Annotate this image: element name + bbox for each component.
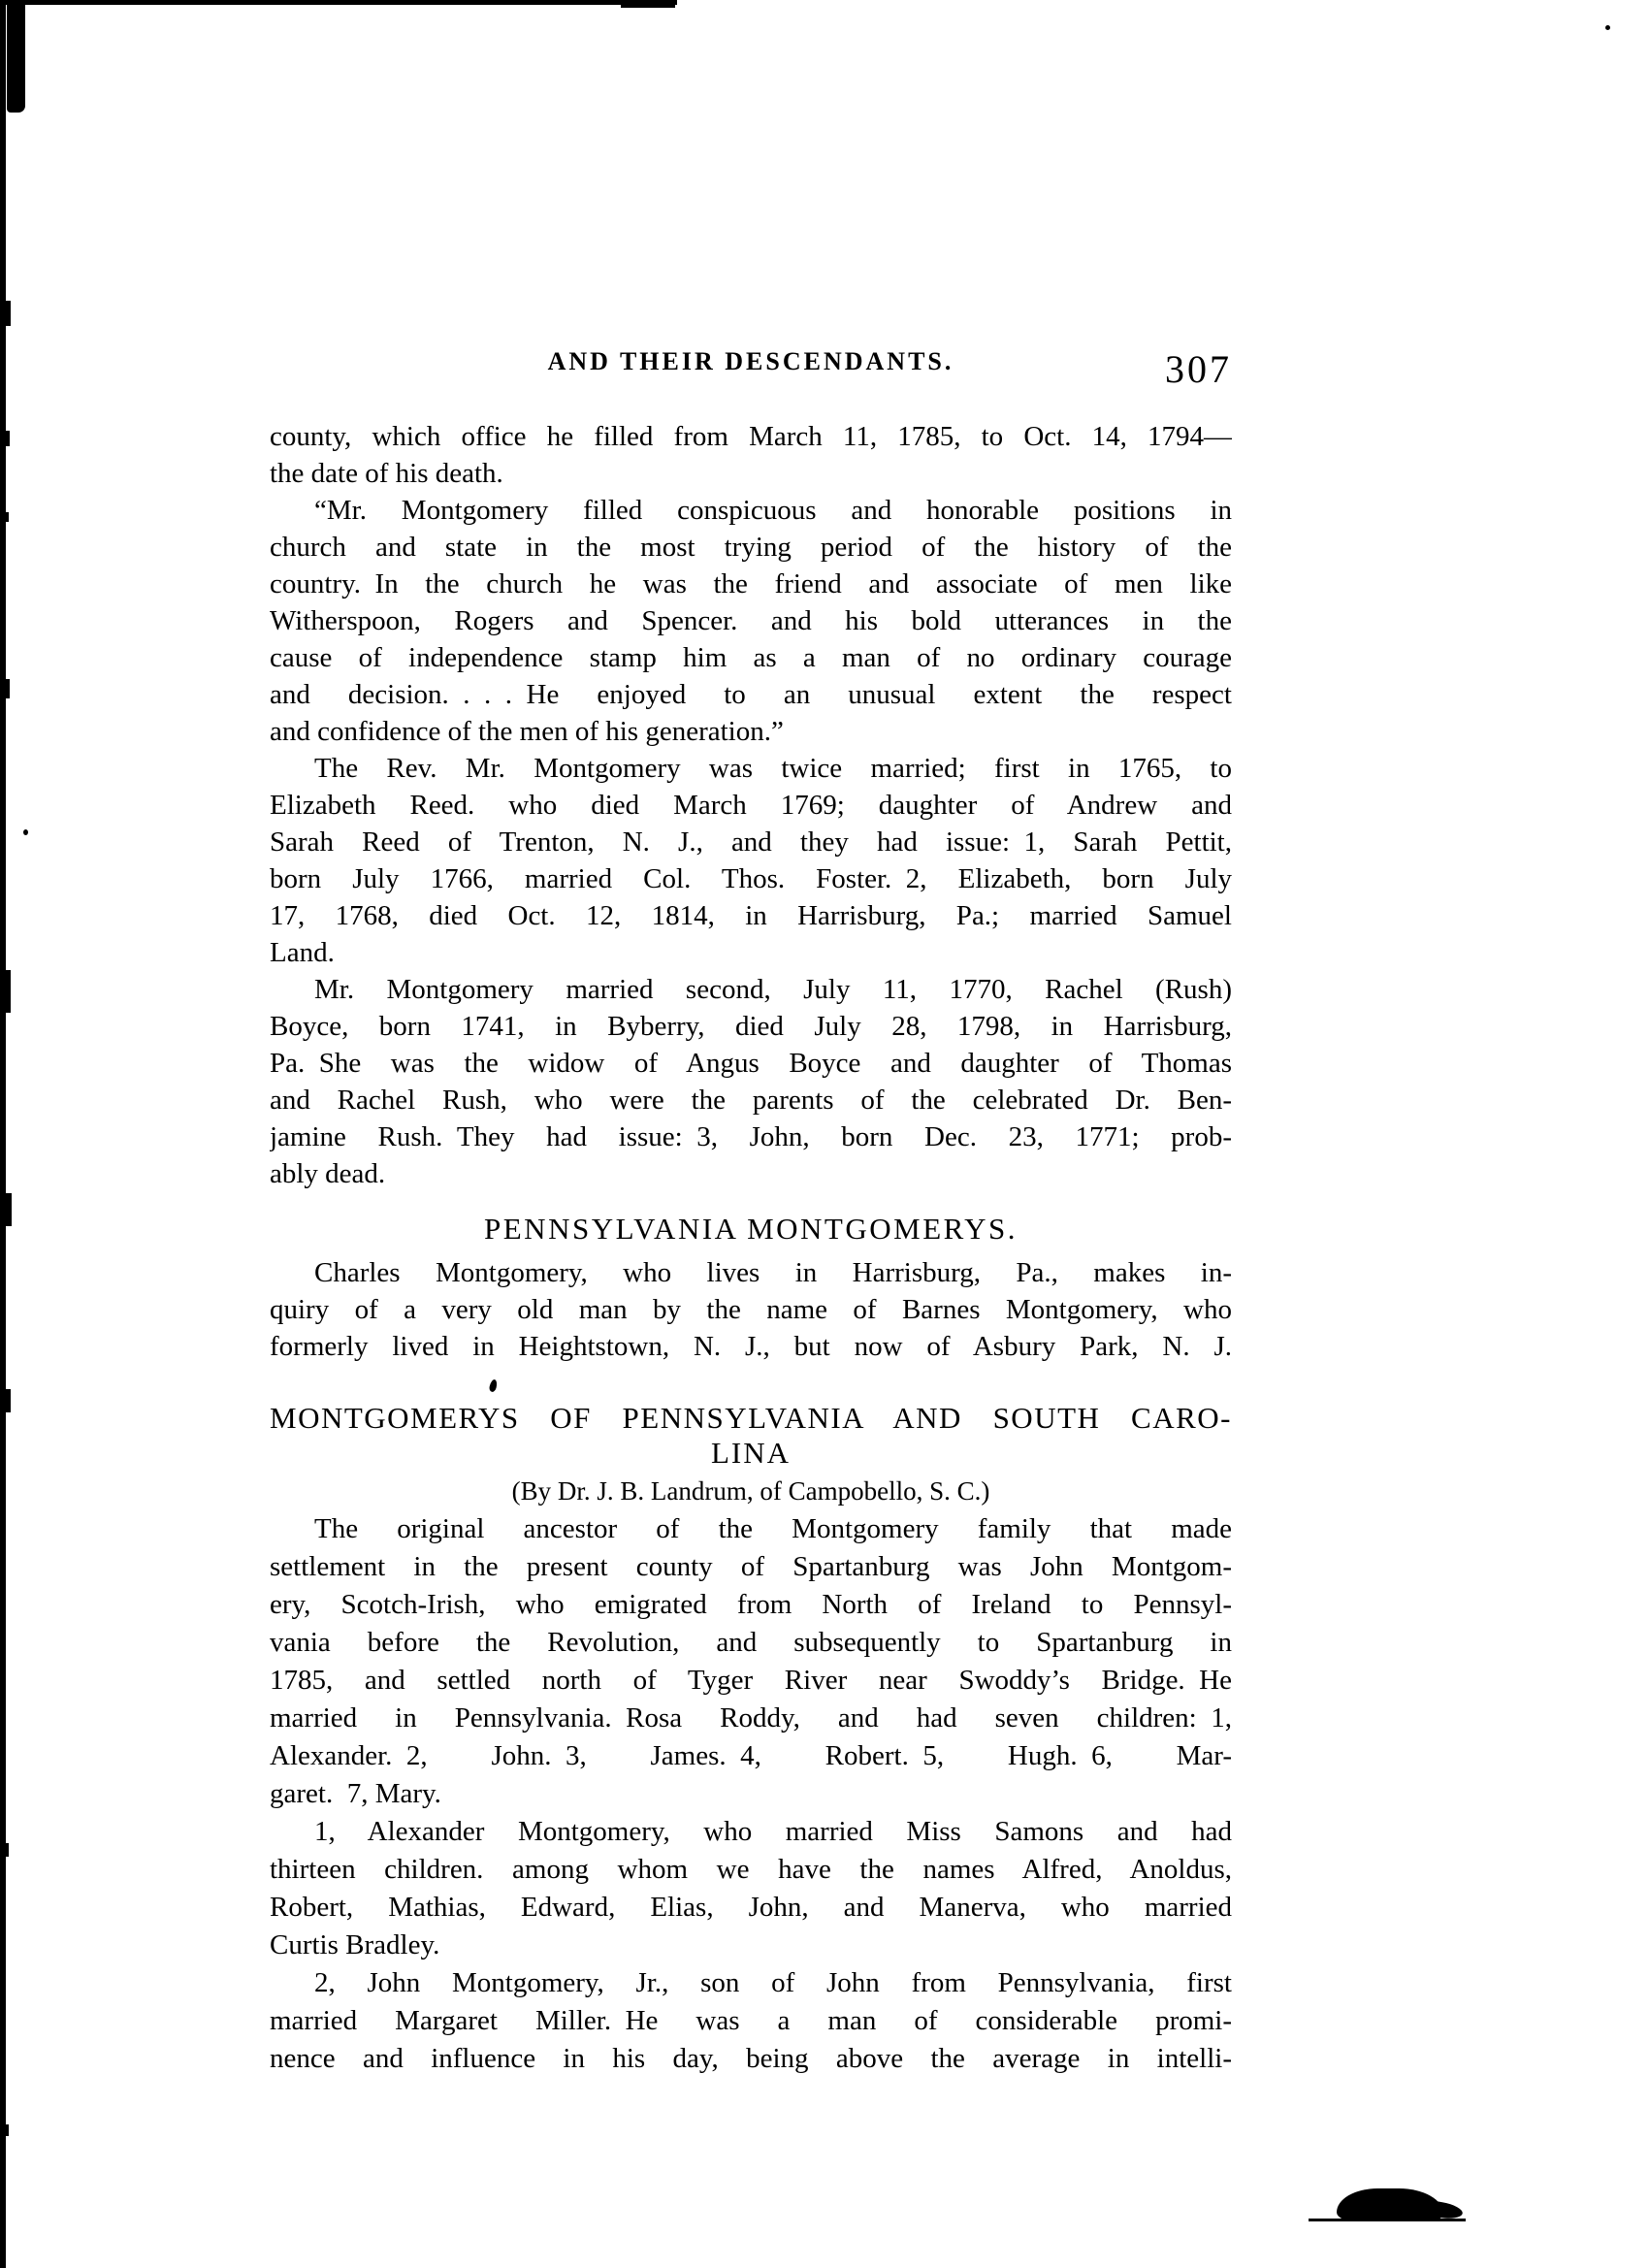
ink-blob-hairline-artifact: [1309, 2219, 1466, 2221]
text-line: vania before the Revolution, and subsequently to Spartanburg in: [270, 1627, 1232, 1658]
text-line: ably dead.: [270, 1158, 386, 1189]
text-line: church and state in the most trying period of the history of the: [270, 532, 1232, 563]
left-edge-speck-artifact: [2, 2124, 9, 2136]
text-line: 1785, and settled north of Tyger River near Swoddy’s Bridge. He: [270, 1665, 1232, 1696]
text-line: 2, John Montgomery, Jr., son of John from Pennsylvania, first: [314, 1967, 1232, 1998]
paragraph-block-2: [270, 1254, 1232, 1365]
text-line: The original ancestor of the Montgomery family that made: [314, 1513, 1232, 1544]
text-line: The Rev. Mr. Montgomery was twice married; first in 1765, to: [314, 753, 1232, 784]
text-line: Witherspoon, Rogers and Spencer. and his bold utterances in the: [270, 605, 1232, 636]
scan-top-edge-speck-artifact: [621, 0, 675, 8]
text-line: and Rachel Rush, who were the parents of the celebrated Dr. Ben-: [270, 1085, 1232, 1116]
text-line: and decision. . . . He enjoyed to an unusual extent the respect: [270, 679, 1232, 710]
scan-left-edge-artifact: [0, 0, 6, 2268]
text-line: Mr. Montgomery married second, July 11, 1770, Rachel (Rush): [314, 974, 1232, 1005]
left-edge-speck-artifact: [0, 679, 10, 698]
text-line: Land.: [270, 937, 335, 968]
text-line: 17, 1768, died Oct. 12, 1814, in Harrisburg, Pa.; married Samuel: [270, 900, 1232, 931]
text-line: country. In the church he was the friend and associate of men like: [270, 568, 1232, 599]
text-line: quiry of a very old man by the name of Barnes Montgomery, who: [270, 1294, 1232, 1325]
text-line: “Mr. Montgomery filled conspicuous and honorable positions in: [314, 495, 1232, 526]
text-line: Charles Montgomery, who lives in Harrisburg, Pa., makes in-: [314, 1257, 1232, 1288]
text-line: the date of his death.: [270, 458, 503, 489]
text-line: Robert, Mathias, Edward, Elias, John, and Manerva, who married: [270, 1892, 1232, 1923]
text-line: county, which office he filled from March 11, 1785, to Oct. 14, 1794—: [270, 421, 1232, 452]
stray-mark-artifact: [489, 1378, 499, 1392]
running-head: AND THEIR DESCENDANTS.: [547, 347, 954, 375]
left-edge-speck-artifact: [0, 301, 11, 326]
section-heading-montgomerys-sc-line1: MONTGOMERYS OF PENNSYLVANIA AND SOUTH CARO-: [270, 1401, 1232, 1435]
section-heading-montgomerys-sc-line2: LINA: [710, 1436, 792, 1470]
text-line: Pa. She was the widow of Angus Boyce and daughter of Thomas: [270, 1048, 1232, 1079]
byline: (By Dr. J. B. Landrum, of Campobello, S. C.): [511, 1476, 990, 1506]
scan-corner-mark-artifact: [7, 0, 25, 113]
text-line: formerly lived in Heightstown, N. J., but now of Asbury Park, N. J.: [270, 1331, 1232, 1362]
left-edge-speck-artifact: [23, 829, 28, 835]
left-edge-speck-artifact: [0, 1193, 12, 1226]
text-line: married Margaret Miller. He was a man of considerable promi-: [270, 2005, 1232, 2036]
text-line: and confidence of the men of his generation.”: [270, 716, 784, 747]
text-line: Curtis Bradley.: [270, 1929, 440, 1960]
paragraph-block-3: [270, 1510, 1232, 2078]
text-line: cause of independence stamp him as a man of no ordinary courage: [270, 642, 1232, 673]
left-edge-speck-artifact: [0, 1389, 11, 1412]
text-line: jamine Rush. They had issue: 3, John, born Dec. 23, 1771; prob-: [270, 1121, 1232, 1152]
left-edge-speck-artifact: [0, 1843, 9, 1857]
section-heading-pennsylvania-montgomerys: PENNSYLVANIA MONTGOMERYS.: [484, 1212, 1018, 1246]
text-line: garet. 7, Mary.: [270, 1778, 441, 1809]
text-line: nence and influence in his day, being above the average in intelli-: [270, 2043, 1232, 2074]
text-line: 1, Alexander Montgomery, who married Miss Samons and had: [314, 1816, 1232, 1847]
left-edge-speck-artifact: [0, 970, 11, 1013]
text-line: married in Pennsylvania. Rosa Roddy, and had seven children: 1,: [270, 1702, 1232, 1733]
left-edge-speck-artifact: [0, 512, 9, 522]
text-line: thirteen children. among whom we have the names Alfred, Anoldus,: [270, 1854, 1232, 1885]
text-line: settlement in the present county of Spartanburg was John Montgom-: [270, 1551, 1232, 1582]
text-line: Elizabeth Reed. who died March 1769; daughter of Andrew and: [270, 790, 1232, 821]
scan-top-edge-artifact: [0, 0, 677, 5]
text-line: born July 1766, married Col. Thos. Foster. 2, Elizabeth, born July: [270, 863, 1232, 894]
paragraph-block-1: [270, 418, 1232, 1192]
text-line: Boyce, born 1741, in Byberry, died July 28, 1798, in Harrisburg,: [270, 1011, 1232, 1042]
text-line: ery, Scotch-Irish, who emigrated from North of Ireland to Pennsyl-: [270, 1589, 1232, 1620]
text-line: Sarah Reed of Trenton, N. J., and they had issue: 1, Sarah Pettit,: [270, 826, 1232, 858]
left-edge-speck-artifact: [0, 431, 10, 446]
page-number: 307: [1165, 347, 1232, 391]
top-right-speck-artifact: [1605, 25, 1610, 30]
text-line: Alexander. 2, John. 3, James. 4, Robert. 5, Hugh. 6, Mar-: [270, 1740, 1232, 1771]
